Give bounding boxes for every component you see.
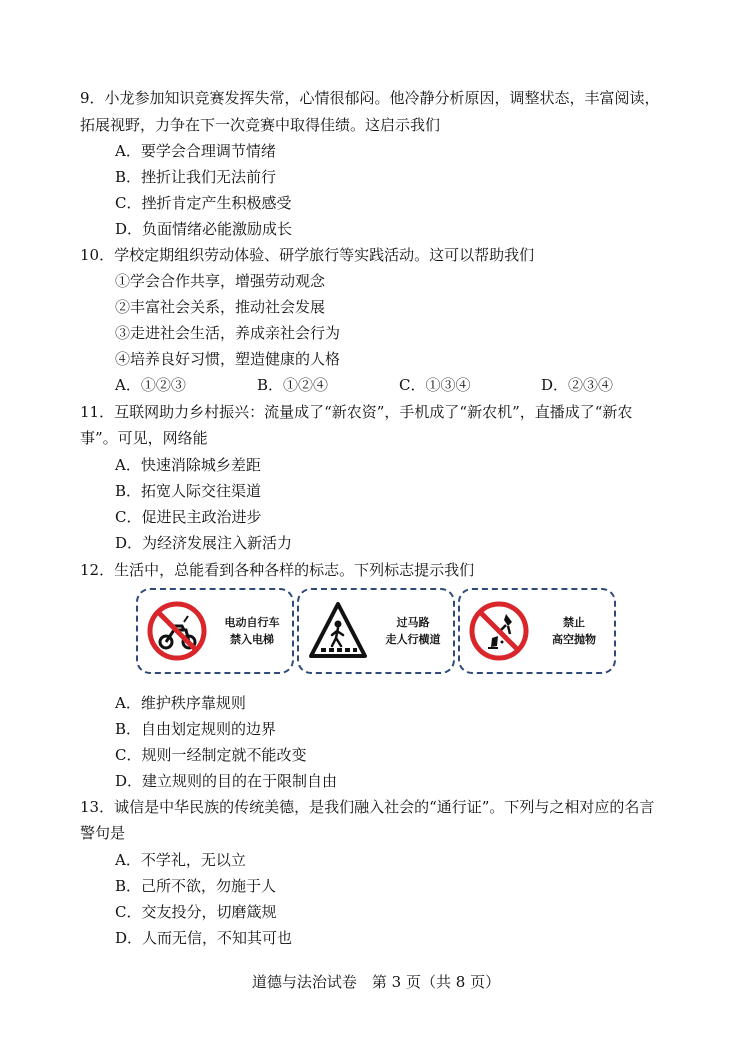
q9-option-c: C．挫折肯定产生积极感受 xyxy=(115,194,292,212)
no-throwing-icon xyxy=(468,600,530,662)
sign-no-ebike xyxy=(136,588,294,674)
q10-option-b: B．①②④ xyxy=(257,376,329,394)
q13-stem-line2: 警句是 xyxy=(80,824,126,842)
q10-option-a: A．①②③ xyxy=(115,376,186,394)
q11-option-b: B．拓宽人际交往渠道 xyxy=(115,482,262,500)
q11-option-c: C．促进民主政治进步 xyxy=(115,508,262,526)
q13-stem-line1: 13．诚信是中华民族的传统美德，是我们融入社会的“通行证”。下列与之相对应的名言 xyxy=(80,798,655,816)
q13-option-b: B．己所不欲，勿施于人 xyxy=(115,877,277,895)
q9-option-d: D．负面情绪必能激励成长 xyxy=(115,220,293,238)
q9-stem-line2: 拓展视野，力争在下一次竞赛中取得佳绩。这启示我们 xyxy=(80,116,441,134)
q11-stem-line2: 事”。可见，网络能 xyxy=(80,429,208,447)
sign-no-throwing-label: 禁止 高空抛物 xyxy=(552,616,596,646)
q10-item-1: ①学会合作共享，增强劳动观念 xyxy=(115,272,326,290)
q13-option-c: C．交友投分，切磨箴规 xyxy=(115,903,277,921)
q12-stem: 12．生活中，总能看到各种各样的标志。下列标志提示我们 xyxy=(80,561,475,579)
sign-pedestrian-crossing-label: 过马路 走人行横道 xyxy=(385,616,441,646)
q12-option-c: C．规则一经制定就不能改变 xyxy=(115,746,307,764)
q13-option-a: A．不学礼，无以立 xyxy=(115,851,246,869)
q10-item-3: ③走进社会生活，养成亲社会行为 xyxy=(115,324,341,342)
q13-option-d: D．人而无信，不知其可也 xyxy=(115,929,293,947)
no-ebike-icon xyxy=(146,600,208,662)
q10-option-c: C．①③④ xyxy=(399,376,471,394)
q12-option-a: A．维护秩序靠规则 xyxy=(115,694,246,712)
q11-stem-line1: 11．互联网助力乡村振兴：流量成了“新农资”，手机成了“新农机”，直播成了“新农 xyxy=(80,403,633,421)
q10-stem: 10．学校定期组织劳动体验、研学旅行等实践活动。这可以帮助我们 xyxy=(80,246,535,264)
q9-stem-line1: 9．小龙参加知识竞赛发挥失常，心情很郁闷。他冷静分析原因，调整状态，丰富阅读， xyxy=(80,89,660,107)
q10-item-2: ②丰富社会关系，推动社会发展 xyxy=(115,298,326,316)
q10-options-row xyxy=(115,375,635,395)
q10-option-d: D．②③④ xyxy=(541,376,614,394)
sign-no-ebike-label: 电动自行车 禁入电梯 xyxy=(224,616,280,646)
page-footer: 道德与法治试卷 第 3 页（共 8 页） xyxy=(251,973,501,991)
q9-option-a: A．要学会合理调节情绪 xyxy=(115,142,276,160)
q12-option-b: B．自由划定规则的边界 xyxy=(115,720,277,738)
q10-item-4: ④培养良好习惯，塑造健康的人格 xyxy=(115,350,341,368)
q12-option-d: D．建立规则的目的在于限制自由 xyxy=(115,772,338,790)
sign-pedestrian-crossing xyxy=(297,588,455,674)
sign-no-throwing xyxy=(458,588,616,674)
q11-option-a: A．快速消除城乡差距 xyxy=(115,456,261,474)
pedestrian-crossing-icon xyxy=(307,600,369,662)
q11-option-d: D．为经济发展注入新活力 xyxy=(115,534,293,552)
q9-option-b: B．挫折让我们无法前行 xyxy=(115,168,277,186)
